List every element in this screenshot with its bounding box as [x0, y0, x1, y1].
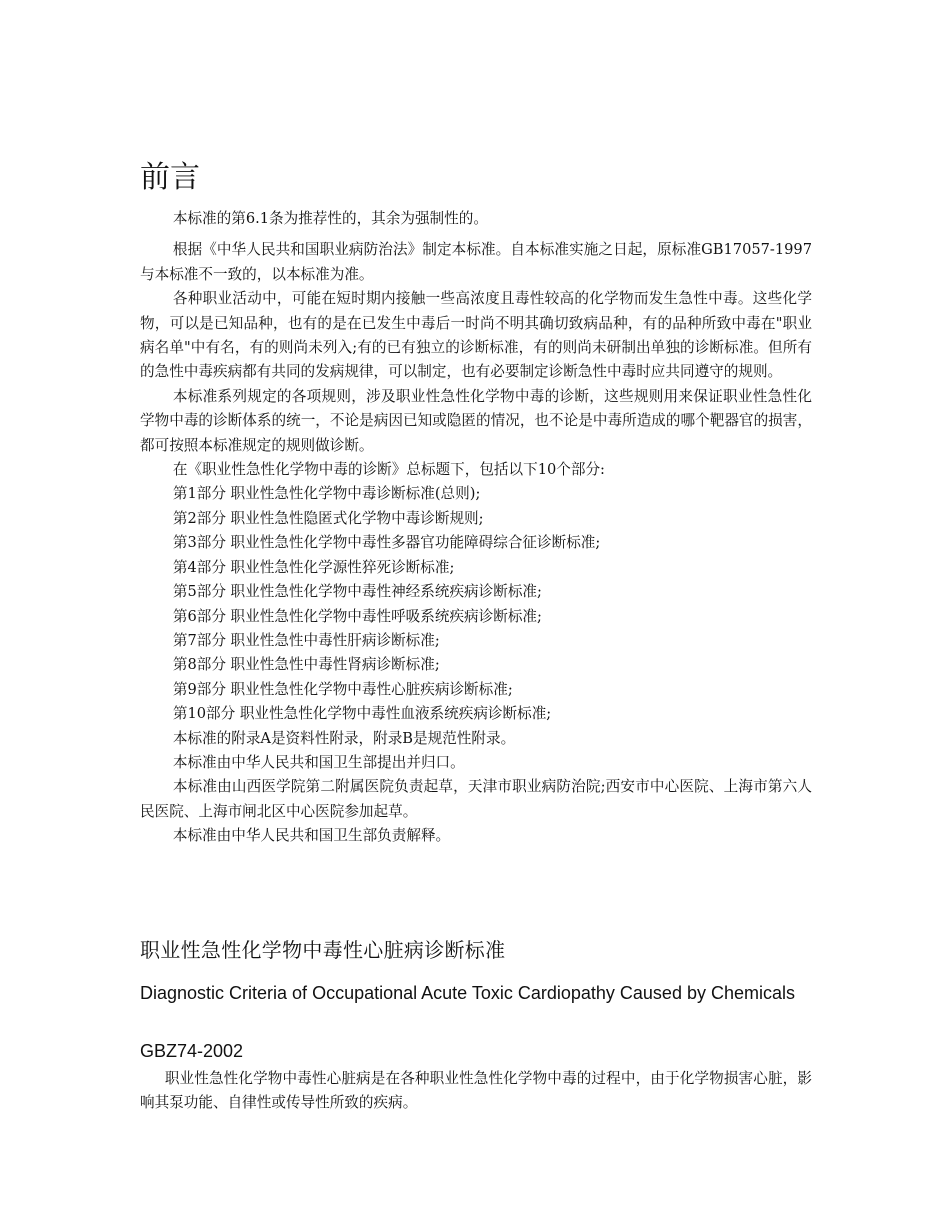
foreword-paragraph: 本标准由中华人民共和国卫生部提出并归口。	[172, 753, 465, 771]
foreword-paragraph: 根据《中华人民共和国职业病防治法》制定本标准。自本标准实施之日起，原标准GB17057-1997与本标准不一致的，以本标准为准。	[140, 241, 812, 283]
standard-code: GBZ74-2002	[140, 1041, 244, 1061]
parts-list	[140, 482, 812, 726]
foreword-body	[140, 207, 812, 849]
parts-list-item: 第8部分 职业性急性中毒性肾病诊断标准;	[172, 656, 440, 674]
foreword-paragraph: 本标准由中华人民共和国卫生部负责解释。	[172, 827, 451, 845]
standard-definition: 职业性急性化学物中毒性心脏病是在各种职业性急性化学物中毒的过程中，由于化学物损害心脏，影响其泵功能、自律性或传导性所致的疾病。	[140, 1070, 812, 1112]
parts-list-item: 第6部分 职业性急性化学物中毒性呼吸系统疾病诊断标准;	[172, 607, 542, 625]
foreword-paragraph: 在《职业性急性化学物中毒的诊断》总标题下，包括以下10个部分:	[172, 461, 605, 479]
parts-list-item: 第9部分 职业性急性化学物中毒性心脏疾病诊断标准;	[172, 680, 513, 698]
standard-title: 职业性急性化学物中毒性心脏病诊断标准	[140, 938, 506, 962]
parts-list-item: 第7部分 职业性急性中毒性肝病诊断标准;	[172, 631, 440, 649]
parts-list-item: 第2部分 职业性急性隐匿式化学物中毒诊断规则;	[172, 509, 484, 527]
foreword-paragraph: 本标准系列规定的各项规则，涉及职业性急性化学物中毒的诊断，这些规则用来保证职业性急性化学物中毒的诊断体系的统一，不论是病因已知或隐匿的情况，也不论是中毒所造成的哪个靶器官的损害，都可按照本标准规定的规则做诊断。	[140, 387, 812, 454]
foreword-title: 前言	[140, 160, 200, 195]
parts-list-item: 第5部分 职业性急性化学物中毒性神经系统疾病诊断标准;	[172, 583, 542, 601]
foreword-paragraph: 本标准由山西医学院第二附属医院负责起草，天津市职业病防治院;西安市中心医院、上海市第六人民医院、上海市闸北区中心医院参加起草。	[140, 778, 812, 820]
parts-list-item: 第10部分 职业性急性化学物中毒性血液系统疾病诊断标准;	[172, 705, 552, 723]
foreword-paragraph: 本标准的附录A是资料性附录，附录B是规范性附录。	[172, 729, 516, 747]
parts-list-item: 第3部分 职业性急性化学物中毒性多器官功能障碍综合征诊断标准;	[172, 534, 601, 552]
foreword-paragraph: 各种职业活动中，可能在短时期内接触一些高浓度且毒性较高的化学物而发生急性中毒。这些化学物，可以是已知品种，也有的是在已发生中毒后一时尚不明其确切致病品种，有的品种所致中毒在"职业病名单"中有名，有的则尚未列入;有的已有独立的诊断标准，有的则尚未研制出单独的诊断标准。但所有的急性中毒疾病都有共同的发病规律，可以制定，也有必要制定诊断急性中毒时应共同遵守的规则。	[140, 290, 812, 381]
standard-english-title: Diagnostic Criteria of Occupational Acute Toxic Cardiopathy Caused by Chemicals	[140, 983, 795, 1003]
parts-list-item: 第1部分 职业性急性化学物中毒诊断标准(总则);	[172, 485, 481, 503]
parts-list-item: 第4部分 职业性急性化学源性猝死诊断标准;	[172, 558, 455, 576]
foreword-paragraph: 本标准的第6.1条为推荐性的，其余为强制性的。	[172, 210, 488, 227]
